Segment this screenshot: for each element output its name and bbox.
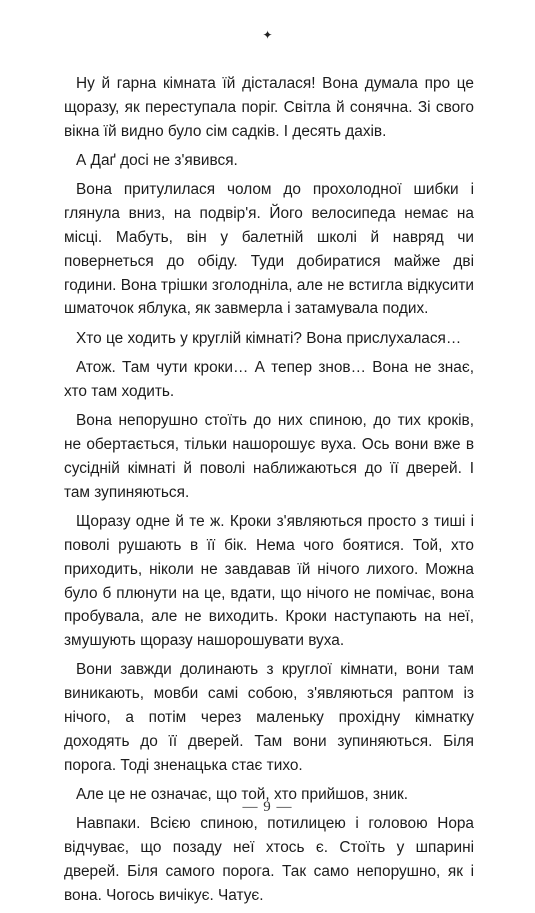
paragraph: Навпаки. Всією спиною, потилицею і головою Нора відчуває, що позаду неї хтось є. Стоїть у шпарині дверей. Біля самого порога. Так само непорушно, як і вона. Чогось вичікує. Чатує. [64, 815, 474, 904]
paragraph: Ну й гарна кімната їй дісталася! Вона думала про це щоразу, як переступала поріг. Світла й сонячна. Зі свого вікна їй видно було сім садків. І десять дахів. [64, 75, 474, 140]
paragraph: Вона притулилася чолом до прохолодної шибки і глянула вниз, на подвір'я. Його велосипеда немає на місці. Мабуть, він у балетній школі й навряд чи повернеться до обіду. Туди добиратися майже дві години. Вона трішки зголодніла, але не встигла відкусити шматочок яблука, як завмерла і затамувала подих. [64, 181, 474, 318]
paragraph: Вони завжди долинають з круглої кімнати, вони там виникають, мовби самі собою, з'являються раптом із нічого, а потім через маленьку прохідну кімнатку доходять до її дверей. Там вони зупиняються. Біля порога. Тоді зненацька стає тихо. [64, 661, 474, 774]
paragraph: Вона непорушно стоїть до них спиною, до тих кроків, не обертається, тільки нашорошує вуха. Ось вони вже в сусідній кімнаті й поволі наближаються до її дверей. І там зупиняються. [64, 412, 474, 501]
paragraph: Щоразу одне й те ж. Кроки з'являються просто з тиші і поволі рушають в її бік. Нема чого боятися. Той, хто приходить, ніколи не завдавав їй нічого лихого. Можна було б плюнути на це, вдати, що нічого не помічає, вона пробувала, але не виходить. Кроки наступають на неї, змушують щоразу нашорошувати вуха. [64, 513, 474, 650]
page-number: — 9 — [242, 799, 293, 815]
body-text [64, 72, 474, 913]
paragraph: Але це не означає, що той, хто прийшов, зник. [76, 786, 409, 804]
paragraph: Хто це ходить у круглій кімнаті? Вона прислухалася… [76, 329, 462, 347]
ornament-icon: ✦ [262, 28, 273, 42]
paragraph: Атож. Там чути кроки… А тепер знов… Вона не знає, хто там ходить. [64, 359, 474, 400]
paragraph: А Даґ досі не з'явився. [76, 151, 238, 169]
